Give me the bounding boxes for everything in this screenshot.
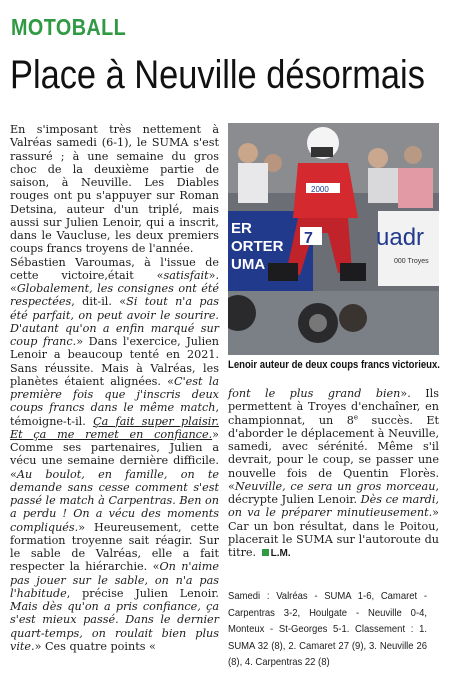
banner-text: uadr bbox=[376, 224, 425, 251]
results-box: Samedi : Valréas - SUMA 1-6, Camaret - Carpentras 3-2, Houlgate - Neuville 0-4, Monteux - St-Georges 5-1. Classement : 1. SUMA 32 (8), 2. Camaret 27 (9), 3. Neuville 26 (8), 4. Carpentras 22 (8) bbox=[228, 591, 428, 669]
text-run: » Car un bon résultat, dans le Poitou, placerait le SUMA sur l'autoroute du titre. bbox=[228, 506, 439, 559]
quote-run: font le plus grand bien bbox=[228, 387, 401, 400]
photo-caption: Lenoir auteur de deux coups francs victorieux. bbox=[228, 359, 440, 371]
text-run: ». Ils permettent à Troyes d'enchaîner, en championnat, un 8 bbox=[228, 387, 439, 427]
quote-run: Mais dès qu'on a pris confiance, ça s'est mieux passé. Dans le dernier quart-temps, on roulait bien plus vite. bbox=[10, 600, 219, 653]
banner-text: ER bbox=[231, 220, 252, 237]
end-square-icon bbox=[262, 549, 269, 556]
banner-text: UMA bbox=[231, 256, 266, 273]
motoball-rider-photo bbox=[228, 123, 439, 355]
article-column-1 bbox=[10, 123, 219, 653]
paragraph-body-continued bbox=[228, 387, 439, 560]
text-run: Sébastien Varoumas, à l'issue de cette victoire,était « bbox=[10, 255, 219, 282]
text-run: » Ces quatre points « bbox=[34, 639, 156, 653]
text-run: » Comme ses partenaires, Julien a vécu une semaine dernière difficile. « bbox=[10, 427, 219, 481]
quote-run: Neuville, ce sera un gros morceau bbox=[234, 479, 436, 493]
quote-run: Si tout n'a pas été parfait, on peut avoir le sourire. D'autant qu'on a enfin marqué sur coup franc. bbox=[10, 295, 219, 348]
article-column-2 bbox=[228, 387, 439, 560]
banner-text: 000 Troyes bbox=[394, 258, 429, 265]
text-run: , témoigne-t-il. bbox=[10, 401, 219, 428]
text-run: succès. Et d'aborder le déplacement à Neuville, samedi, avec sérénité. Même s'il devrait, pour le coup, se passer une nouvelle fois de Quentin Florès. « bbox=[228, 413, 440, 493]
quote-run: On n'aime pas jouer sur le sable, on n'a pas l'habitude bbox=[10, 560, 219, 600]
quote-run: Dès ce mardi, on va le préparer minutieusement. bbox=[228, 493, 439, 520]
author-signature: L.M. bbox=[270, 548, 291, 559]
paragraph-intro: En s'imposant très nettement à Valréas samedi (6-1), le SUMA s'est rassuré ; à une semaine du gros choc de la deuxième partie de saison, à Neuville. Les Diables rouges ont pu s'appuyer sur Roman Detsina, auteur d'un triplé, mais aussi sur Julien Lenoir, qui a inscrit, dans le Vaucluse, les deux premiers coups francs troyens de l'année. bbox=[10, 123, 219, 256]
quote-run: satisfait bbox=[163, 268, 209, 282]
article-photo bbox=[228, 123, 439, 355]
paragraph-body bbox=[10, 256, 219, 654]
text-run: ». « bbox=[10, 268, 219, 295]
quote-run: Globalement, les consignes ont été respectées bbox=[10, 282, 219, 309]
quote-run: C'est la première fois que j'inscris deux coups francs dans le même match bbox=[10, 374, 219, 415]
section-rubric: MOTOBALL bbox=[11, 14, 127, 40]
text-run: » Heureusement, cette formation troyenne sait réagir. Sur le sable de Valréas, elle a fait respecter la hiérarchie. « bbox=[10, 520, 219, 574]
text-run: , dit-il. « bbox=[71, 295, 127, 309]
quote-run: Ça fait super plaisir. Et ça me remet en confiance. bbox=[10, 414, 219, 441]
text-run: , précise Julien Lenoir. bbox=[66, 586, 219, 600]
ordinal-suffix: e bbox=[353, 412, 358, 421]
quote-run: Au boulot, en famille, on te demande sans cesse comment s'est passé le match à Carpentras. Ben on a perdu ! On a vécu des moments compliqués. bbox=[10, 467, 219, 534]
bike-number: 7 bbox=[304, 230, 313, 247]
text-run: » Dans l'exercice, Julien Lenoir a beaucoup tenté en 2021. Sans réussite. Mais à Valréas, les planètes étaient alignées. « bbox=[10, 335, 219, 388]
banner-text: ORTER bbox=[231, 238, 284, 255]
jersey-text: 2000 bbox=[311, 185, 329, 194]
text-run: , décrypte Julien Lenoir. bbox=[228, 479, 439, 506]
headline: Place à Neuville désormais bbox=[10, 53, 425, 97]
